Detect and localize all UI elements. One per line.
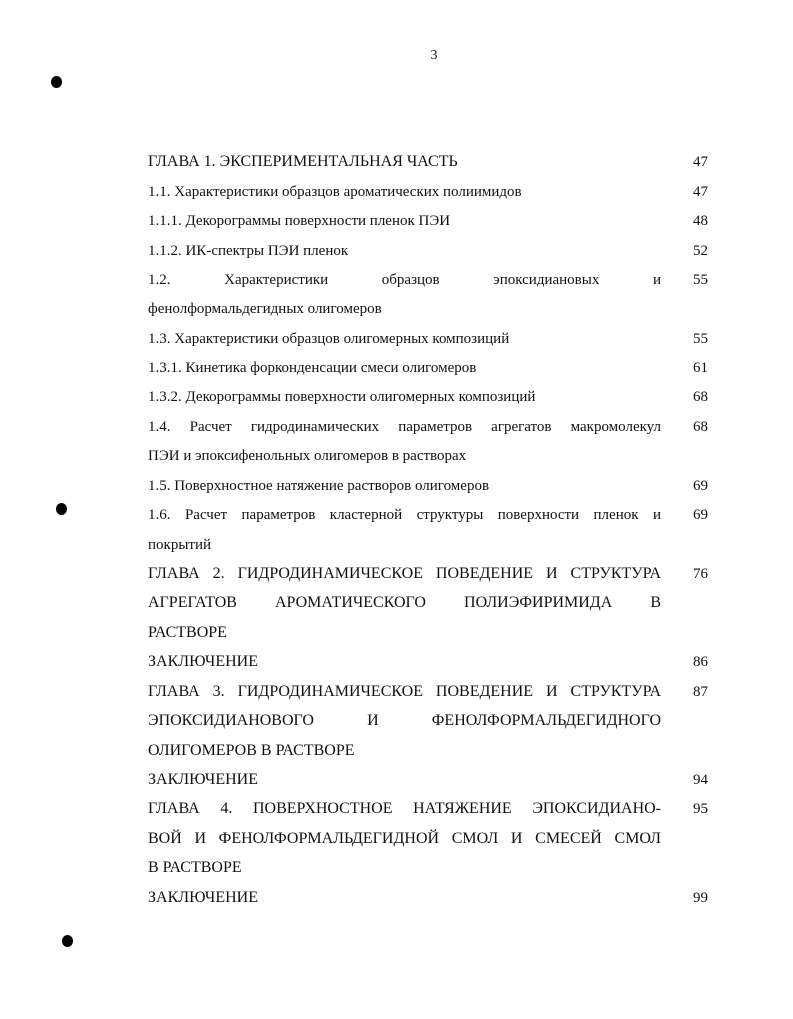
toc-entry-title: ГЛАВА 3. ГИДРОДИНАМИЧЕСКОЕ ПОВЕДЕНИЕ И СТРУКТУРА <box>148 683 661 700</box>
toc-entry-page: 48 <box>693 213 708 229</box>
toc-entry-title: ГЛАВА 2. ГИДРОДИНАМИЧЕСКОЕ ПОВЕДЕНИЕ И СТРУКТУРА <box>148 565 661 582</box>
toc-entry-page: 61 <box>693 360 708 376</box>
toc-entry-title: ЗАКЛЮЧЕНИЕ <box>148 653 258 670</box>
toc-entry-title: 1.4. Расчет гидродинамических параметров агрегатов макромолекул <box>148 419 661 435</box>
toc-entry-title-cont: ОЛИГОМЕРОВ В РАСТВОРЕ <box>148 742 355 759</box>
toc-entry-title: 1.3. Характеристики образцов олигомерных композиций <box>148 331 510 347</box>
toc-entry-title: 1.1.2. ИК-спектры ПЭИ пленок <box>148 243 349 259</box>
toc-entry-page: 55 <box>693 331 708 347</box>
toc-entry-page: 76 <box>693 566 708 582</box>
toc-entry-page: 69 <box>693 478 708 494</box>
toc-entry-title-cont: РАСТВОРЕ <box>148 624 227 641</box>
toc-entry-title: 1.3.1. Кинетика форконденсации смеси олигомеров <box>148 360 477 376</box>
toc-entry-title: 1.6. Расчет параметров кластерной структуры поверхности пленок и <box>148 507 661 523</box>
toc-entry-title: ЗАКЛЮЧЕНИЕ <box>148 771 258 788</box>
toc-entry-page: 95 <box>693 801 708 817</box>
toc-entry-title-cont: В РАСТВОРЕ <box>148 859 242 876</box>
toc-entry-title-cont: фенолформальдегидных олигомеров <box>148 301 382 317</box>
toc-entry-title: 1.5. Поверхностное натяжение растворов олигомеров <box>148 478 490 494</box>
toc-entry-title: ЗАКЛЮЧЕНИЕ <box>148 889 258 906</box>
toc-entry-title: 1.3.2. Декорограммы поверхности олигомерных композиций <box>148 389 536 405</box>
toc-entry-title: 1.2. Характеристики образцов эпоксидиановых и <box>148 272 661 288</box>
toc-entry-page: 69 <box>693 507 708 523</box>
toc-entry-title: ГЛАВА 1. ЭКСПЕРИМЕНТАЛЬНАЯ ЧАСТЬ <box>148 153 458 170</box>
toc-entry-page: 55 <box>693 272 708 288</box>
toc-entry-title: ГЛАВА 4. ПОВЕРХНОСТНОЕ НАТЯЖЕНИЕ ЭПОКСИДИАНО- <box>148 800 661 817</box>
toc-entry-page: 47 <box>693 184 708 200</box>
toc-entry-page: 86 <box>693 654 708 670</box>
toc-entry-page: 68 <box>693 389 708 405</box>
toc-entry-title-cont: ЭПОКСИДИАНОВОГО И ФЕНОЛФОРМАЛЬДЕГИДНОГО <box>148 712 661 729</box>
toc-entry-title-cont: АГРЕГАТОВ АРОМАТИЧЕСКОГО ПОЛИЭФИРИМИДА В <box>148 594 661 611</box>
toc-entry-page: 99 <box>693 890 708 906</box>
page-number: 3 <box>430 48 438 63</box>
toc-entry-title-cont: покрытий <box>148 537 212 553</box>
toc-entry-page: 52 <box>693 243 708 259</box>
toc-entry-title: 1.1.1. Декорограммы поверхности пленок ПЭИ <box>148 213 451 229</box>
toc-entry-page: 68 <box>693 419 708 435</box>
toc-entry-page: 47 <box>693 154 708 170</box>
toc-entry-title-cont: ВОЙ И ФЕНОЛФОРМАЛЬДЕГИДНОЙ СМОЛ И СМЕСЕЙ СМОЛ <box>148 830 661 847</box>
toc-entry-title-cont: ПЭИ и эпоксифенольных олигомеров в растворах <box>148 448 467 464</box>
toc-entry-title: 1.1. Характеристики образцов ароматических полиимидов <box>148 184 522 200</box>
toc-entry-page: 94 <box>693 772 708 788</box>
toc-entry-page: 87 <box>693 684 708 700</box>
